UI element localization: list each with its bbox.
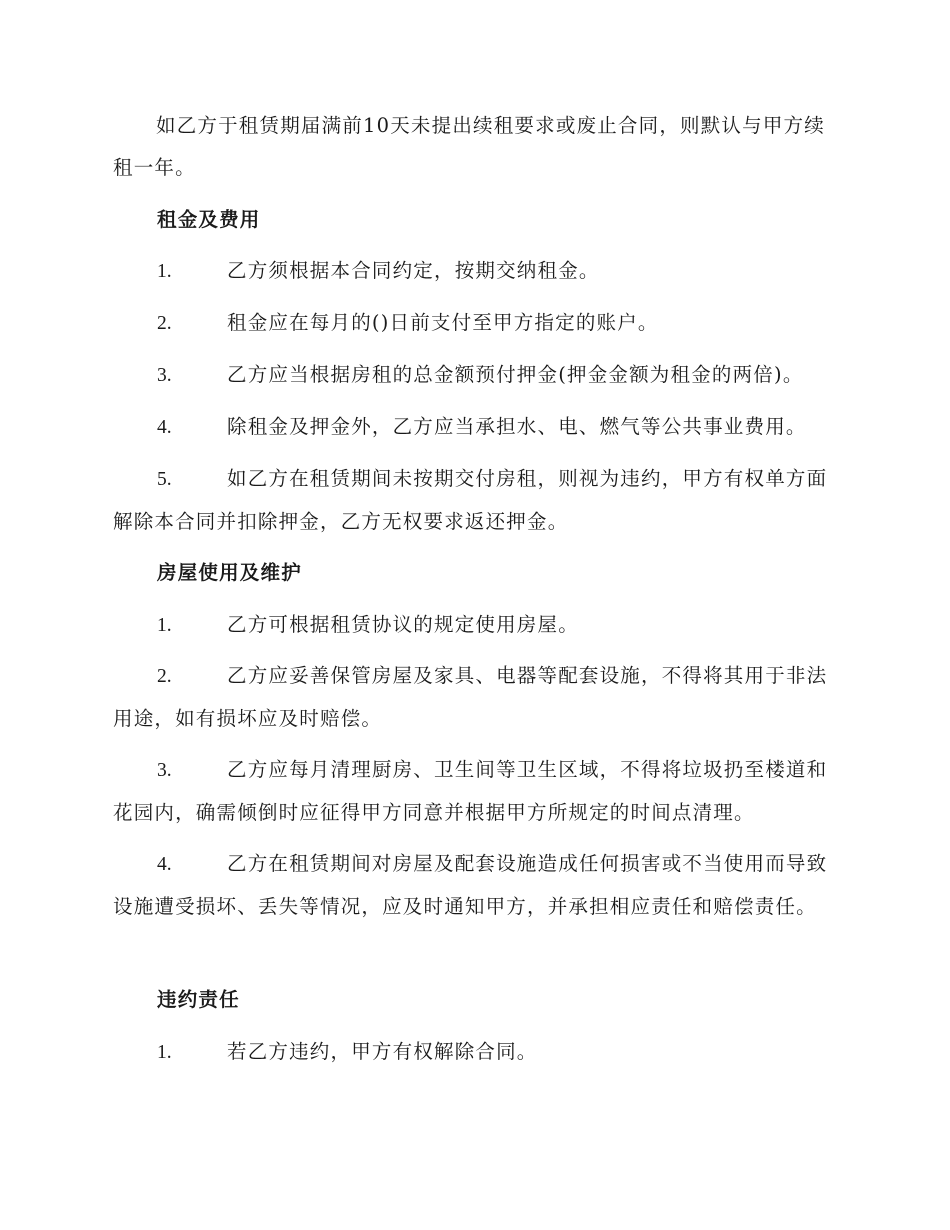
list-item-number: 2. xyxy=(157,313,172,334)
list-item xyxy=(113,604,835,647)
list-item-text: 乙方应妥善保管房屋及家具、电器等配套设施，不得将其用于非法用途，如有损坏应及时赔偿。 xyxy=(113,664,828,730)
list-item xyxy=(113,749,835,834)
list-item xyxy=(113,843,835,928)
list-item-number: 3. xyxy=(157,760,172,781)
list-item xyxy=(113,354,835,397)
list-item-text: 乙方应当根据房租的总金额预付押金(押金金额为租金的两倍)。 xyxy=(227,363,804,386)
list-item xyxy=(113,655,835,740)
list-item xyxy=(113,250,835,293)
list-item-text: 乙方可根据租赁协议的规定使用房屋。 xyxy=(227,613,579,636)
list-item xyxy=(113,302,835,345)
section-heading-breach: 违约责任 xyxy=(157,988,240,1011)
list-item-text: 乙方在租赁期间对房屋及配套设施造成任何损害或不当使用而导致设施遭受损坏、丢失等情况，应及时通知甲方，并承担相应责任和赔偿责任。 xyxy=(113,852,828,918)
list-item-text: 乙方应每月清理厨房、卫生间等卫生区域，不得将垃圾扔至楼道和花园内，确需倾倒时应征得甲方同意并根据甲方所规定的时间点清理。 xyxy=(113,758,828,824)
list-item-number: 4. xyxy=(157,417,172,438)
list-item-number: 3. xyxy=(157,365,172,386)
list-item-text: 租金应在每月的()日前支付至甲方指定的账户。 xyxy=(227,311,659,334)
list-item-number: 5. xyxy=(157,469,172,490)
list-item-text: 若乙方违约，甲方有权解除合同。 xyxy=(227,1040,538,1063)
list-item-number: 1. xyxy=(157,261,172,282)
section-heading-rent: 租金及费用 xyxy=(157,208,261,231)
list-item-number: 2. xyxy=(157,666,172,687)
list-item-number: 1. xyxy=(157,1042,172,1063)
list-item xyxy=(113,1031,835,1074)
list-item-number: 4. xyxy=(157,854,172,875)
list-item-text: 如乙方在租赁期间未按期交付房租，则视为违约，甲方有权单方面解除本合同并扣除押金，乙方无权要求返还押金。 xyxy=(113,467,828,533)
list-item xyxy=(113,406,835,449)
intro-text: 如乙方于租赁期届满前10天未提出续租要求或废止合同，则默认与甲方续租一年。 xyxy=(113,114,825,179)
section-heading-usage: 房屋使用及维护 xyxy=(157,561,302,584)
list-item-text: 除租金及押金外，乙方应当承担水、电、燃气等公共事业费用。 xyxy=(227,415,807,438)
list-item-text: 乙方须根据本合同约定，按期交纳租金。 xyxy=(227,259,600,282)
list-item xyxy=(113,458,835,543)
intro-paragraph xyxy=(113,105,835,189)
list-item-number: 1. xyxy=(157,615,172,636)
